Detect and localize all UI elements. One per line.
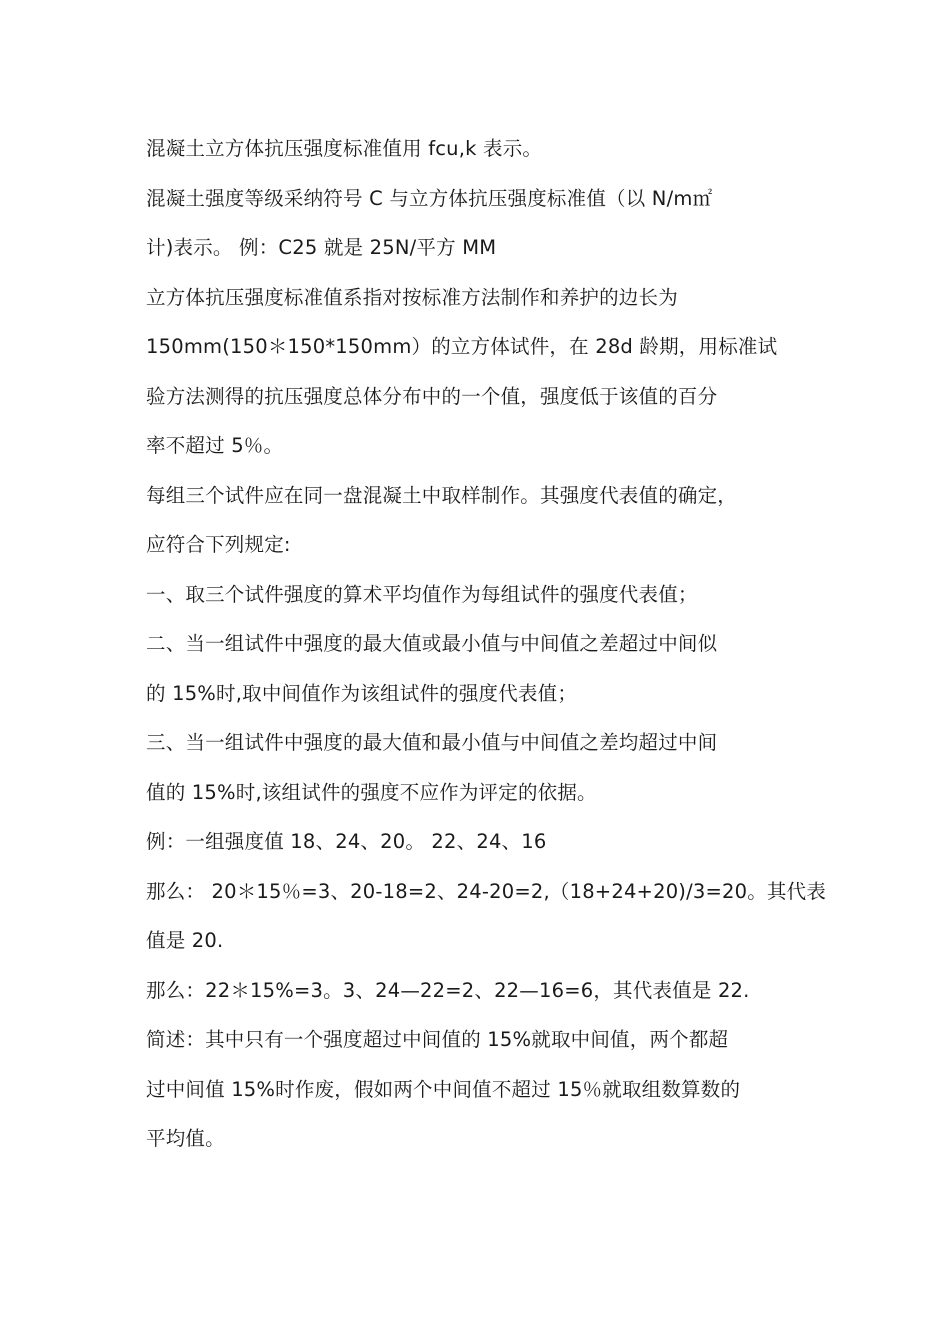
text-line: 三、当一组试件中强度的最大值和最小值与中间值之差均超过中间 [146, 731, 718, 754]
text-line: 每组三个试件应在同一盘混凝土中取样制作。其强度代表值的确定， [146, 483, 738, 507]
text-line: 150mm(150＊150*150mm）的立方体试件，在 28d 龄期，用标准试 [146, 335, 778, 358]
text-line: 混凝土立方体抗压强度标准值用 fcu,k 表示。 [146, 137, 543, 160]
text-line: 混凝土强度等级采纳符号 C 与立方体抗压强度标准值（以 N/m㎡ [146, 186, 713, 210]
text-line: 二、当一组试件中强度的最大值或最小值与中间值之差超过中间似 [146, 632, 718, 655]
text-line: 验方法测得的抗压强度总体分布中的一个值，强度低于该值的百分 [146, 384, 718, 408]
text-line: 率不超过 5％。 [146, 434, 284, 457]
text-line: 那么： 20＊15％=3、20-18=2、24-20=2,（18+24+20)/3=20。其代表 [146, 879, 827, 903]
text-line: 例：一组强度值 18、24、20。 22、24、16 [146, 830, 547, 853]
text-line: 值的 15%时,该组试件的强度不应作为评定的依据。 [146, 780, 597, 804]
text-line: 那么：22＊15%=3。3、24—22=2、22—16=6，其代表值是 22. [146, 978, 750, 1002]
text-line: 一、取三个试件强度的算术平均值作为每组试件的强度代表值； [146, 582, 698, 606]
text-line: 的 15%时,取中间值作为该组试件的强度代表值； [146, 681, 578, 705]
text-line: 过中间值 15%时作废，假如两个中间值不超过 15％就取组数算数的 [146, 1077, 741, 1101]
text-line: 计)表示。 例：C25 就是 25N/平方 MM [146, 236, 497, 259]
document-body [146, 124, 827, 1164]
text-line: 应符合下列规定: [146, 533, 291, 556]
text-line: 立方体抗压强度标准值系指对按标准方法制作和养护的边长为 [146, 285, 678, 309]
text-line: 平均值。 [146, 1127, 225, 1150]
text-line: 值是 20. [146, 929, 224, 952]
text-line: 简述：其中只有一个强度超过中间值的 15%就取中间值，两个都超 [146, 1028, 729, 1051]
